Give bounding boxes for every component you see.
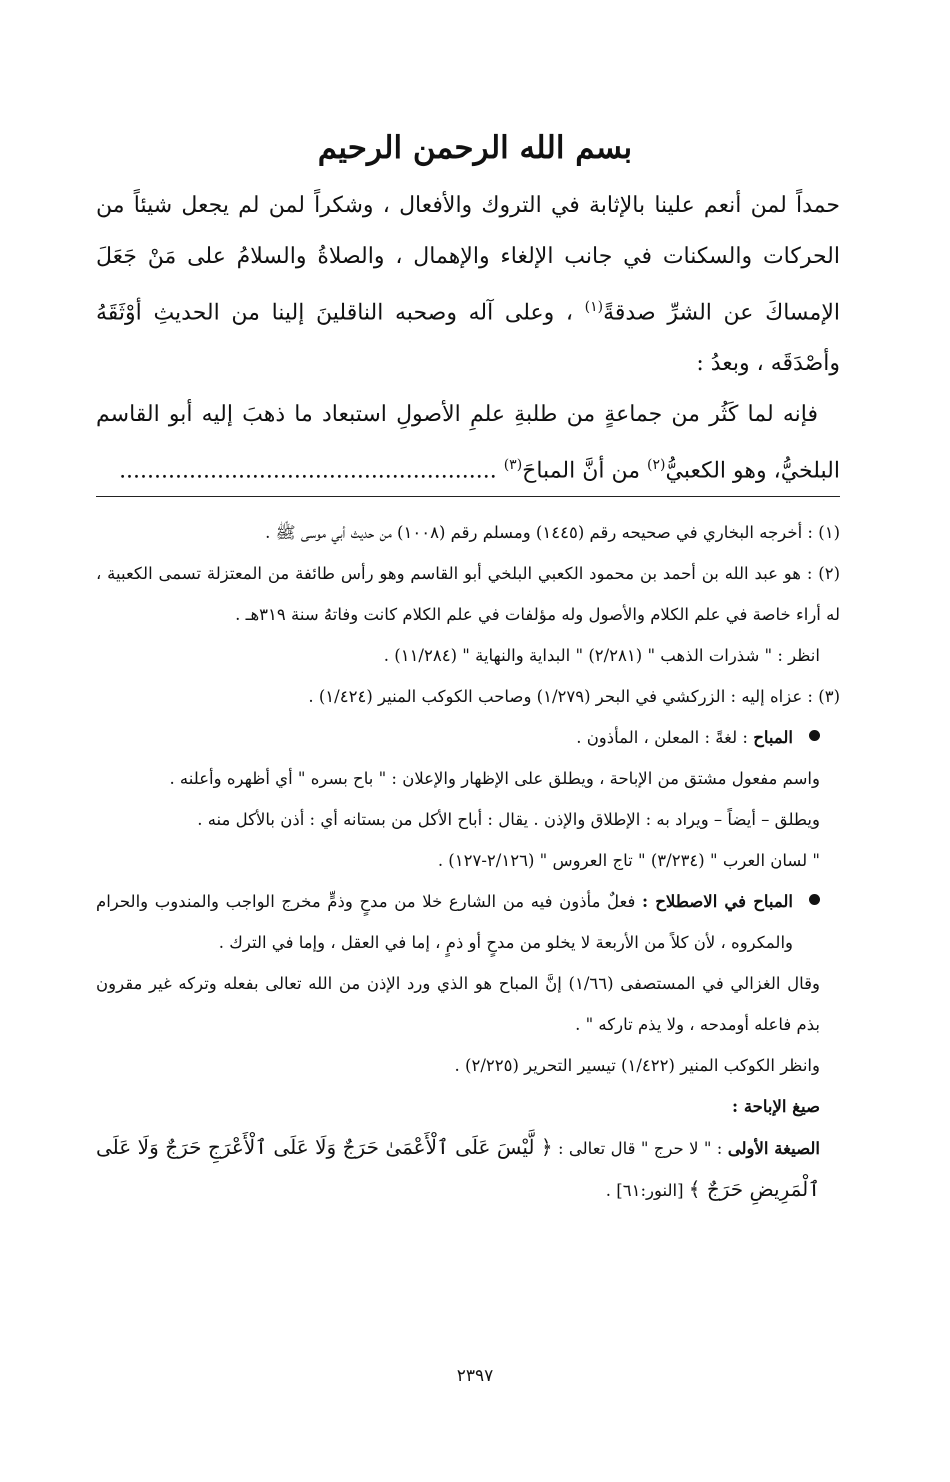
footnote-1: (١) : أخرجه البخاري في صحيحه رقم (١٤٤٥) ومسلم رقم (١٠٠٨) من حديث أبي موسى ﷺ . bbox=[265, 523, 840, 542]
paragraph-2-text: فإنه لما كَثُر من جماعةٍ من طلبةِ علمِ الأصولِ استبعاد ما ذهبَ إليه أبو القاسم البلخيُّ، وهو الكعبيُّ bbox=[96, 402, 840, 484]
footnote-divider bbox=[96, 496, 840, 497]
paragraph-1 bbox=[96, 180, 840, 389]
sigha-1-heading: الصيغة الأولى bbox=[727, 1139, 820, 1158]
kawkab-reference: وانظر الكوكب المنير (١/٤٢٢) تيسير التحرير (٢/٢٢٥) . bbox=[454, 1056, 820, 1075]
paragraph-2 bbox=[96, 389, 840, 496]
bullet-icon bbox=[809, 894, 820, 905]
paragraph-1-text-cont: ، وعلى آله وصحبه الناقلينَ إلينا من الحديثِ أوْثَقَهُ وأصْدَقَه ، وبعدُ : bbox=[96, 300, 840, 377]
quran-verse: ﴿ لَّيْسَ عَلَى ٱلْأَعْمَىٰ حَرَجٌ وَلَا عَلَى ٱلْأَعْرَجِ حَرَجٌ وَلَا عَلَى ٱلْمَرِيضِ حَرَجٌ ﴾ bbox=[96, 1135, 820, 1201]
istilah-heading: المباح في الاصطلاح : bbox=[642, 892, 793, 911]
footnote-3: (٣) : عزاه إليه : الزركشي في البحر (١/٢٧٩) وصاحب الكوكب المنير (١/٤٢٤) . bbox=[308, 687, 840, 706]
mubah-source: " لسان العرب " (٣/٢٣٤) " تاج العروس " (٢/١٢٦-١٢٧) . bbox=[437, 851, 820, 870]
mubah-definition bbox=[96, 717, 840, 758]
mubah-heading: المباح bbox=[753, 728, 793, 747]
page-number: ٢٣٩٧ bbox=[456, 1366, 494, 1386]
footnote-ref-2: (٢) bbox=[647, 457, 666, 474]
sigha-1 bbox=[96, 1127, 840, 1211]
mubah-language: : لغةً : المعلن ، المأذون . bbox=[576, 728, 754, 747]
footnote-ref-3: (٣) bbox=[503, 457, 523, 474]
bullet-icon bbox=[809, 730, 820, 741]
mubah-paragraph-2: ويطلق – أيضاً – ويراد به : الإطلاق والإذن . يقال : أباح الأكل من بستانه أي : أذن بالأكل منه . bbox=[197, 810, 820, 829]
basmala-title: بسم الله الرحمن الرحيم bbox=[317, 130, 633, 166]
siyagh-heading: صيغ الإباحة : bbox=[731, 1097, 820, 1116]
footnotes bbox=[96, 512, 840, 1211]
sigha-1-text: : " لا حرج " قال تعالى : bbox=[552, 1139, 728, 1158]
quran-reference: [النور:٦١] . bbox=[605, 1181, 689, 1200]
footnote-ref-1: (١) bbox=[584, 299, 604, 315]
main-text bbox=[96, 180, 840, 497]
paragraph-1-text: حمداً لمن أنعم علينا بالإثابة في التروك والأفعال ، وشكراً لمن لم يجعل شيئاً من الحركات والسكنات في جانب الإلغاء والإهمال ، والصلاةُ والسلامُ على مَنْ جَعَلَ الإمساكَ عن الشرِّ صدقةً bbox=[96, 193, 840, 326]
footnote-2: (٢) : هو عبد الله بن أحمد بن محمود الكعبي البلخي أبو القاسم وهو رأس طائفة من المعتزلة تسمى الكعبية ، له أراء خاصة في علم الكلام والأصول وله مؤلفات في علم الكلام كانت وفاتهُ سنة ٣١٩هـ . bbox=[96, 564, 840, 624]
footnote-2-source: انظر : " شذرات الذهب " (٢/٢٨١) " البداية والنهاية " (١١/٢٨٤) . bbox=[383, 646, 820, 665]
ellipsis-dots: ...................................................... bbox=[119, 458, 504, 484]
istilah-text: فعلٌ مأذون فيه من الشارع خلا من مدحٍ وذمٍّ مخرج الواجب والمندوب والحرام والمكروه ، لأن كلاً من الأربعة لا يخلو من مدحٍ أو ذمٍ ، إما في العقل ، وإما في الترك . bbox=[96, 892, 793, 952]
istilah-definition bbox=[96, 881, 840, 963]
paragraph-2-text-cont: من أنَّ المباحَ bbox=[522, 458, 648, 484]
ghazali-quote: وقال الغزالي في المستصفى (١/٦٦) إنَّ المباح هو الذي ورد الإذن من الله تعالى بفعله وتركه غير مقرون بذم فاعله أومدحه ، ولا يذم تاركه " . bbox=[96, 974, 820, 1034]
mubah-paragraph-1: واسم مفعول مشتق من الإباحة ، ويطلق على الإظهار والإعلان : " باح بسره " أي أظهره وأعلنه . bbox=[169, 769, 820, 788]
